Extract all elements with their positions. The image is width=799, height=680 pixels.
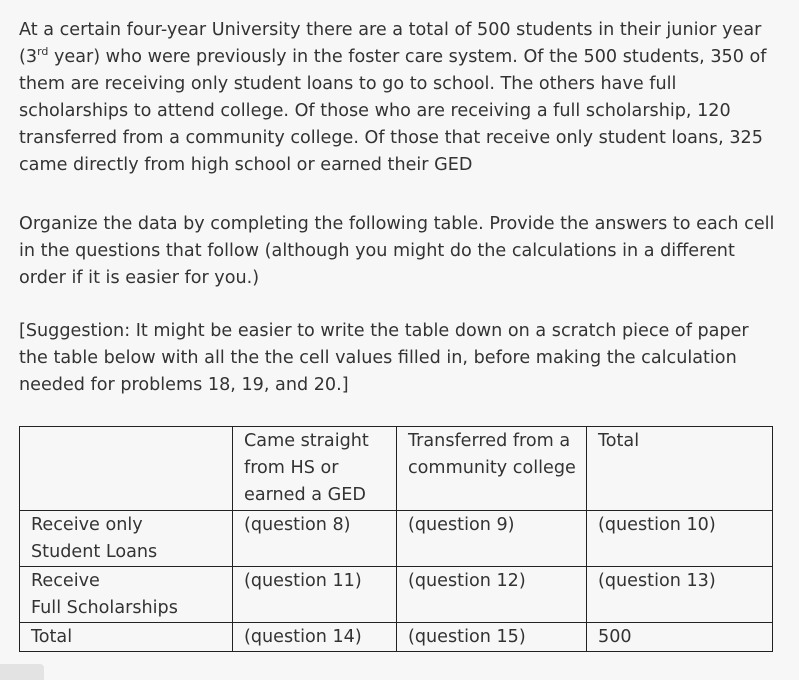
- cell-question-10: (question 10): [587, 511, 773, 567]
- header-transferred: [397, 427, 587, 511]
- row-label-loans: [20, 511, 233, 567]
- contingency-table: [19, 426, 773, 652]
- statement-line: [19, 44, 789, 71]
- cell-question-11: (question 11): [233, 567, 397, 623]
- row-label-total: [20, 623, 233, 652]
- cell-question-14: (question 14): [233, 623, 397, 652]
- cell-question-15: (question 15): [397, 623, 587, 652]
- ordinal-suffix: rd: [37, 45, 49, 58]
- header-total: [587, 427, 773, 511]
- row-label-text: Student Loans: [31, 542, 158, 562]
- suggestion-line: [Suggestion: It might be easier to write the table down on a scratch piece of paper: [19, 321, 749, 341]
- row-label-scholarships: [20, 567, 233, 623]
- header-text: Transferred from a: [408, 431, 571, 451]
- cell-question-8: (question 8): [233, 511, 397, 567]
- empty-corner-cell: [20, 427, 233, 511]
- cell-question-13: (question 13): [587, 567, 773, 623]
- suggestion: [19, 318, 789, 399]
- cell-grand-total: 500: [587, 623, 773, 652]
- instructions: [19, 211, 789, 292]
- statement-line: came directly from high school or earned their GED: [19, 155, 473, 175]
- statement-text: year) who were previously in the foster care system. Of the 500 students, 350 of: [48, 47, 767, 67]
- header-text: earned a GED: [244, 485, 366, 505]
- table-header-row: [20, 427, 773, 511]
- table-row: [20, 623, 773, 652]
- table-row: [20, 567, 773, 623]
- row-label-text: Full Scholarships: [31, 598, 178, 618]
- statement-text: (3: [19, 47, 38, 67]
- table-row: [20, 511, 773, 567]
- header-hs-ged: [233, 427, 397, 511]
- problem-statement: [19, 17, 789, 179]
- row-label-text: Total: [31, 627, 73, 647]
- statement-line: transferred from a community college. Of those that receive only student loans, 325: [19, 128, 763, 148]
- statement-line: them are receiving only student loans to go to school. The others have full: [19, 74, 677, 94]
- suggestion-line: needed for problems 18, 19, and 20.]: [19, 375, 349, 395]
- instructions-line: Organize the data by completing the following table. Provide the answers to each cell: [19, 214, 775, 234]
- header-text: from HS or: [244, 458, 339, 478]
- instructions-line: in the questions that follow (although you might do the calculations in a different: [19, 241, 735, 261]
- header-text: Came straight: [244, 431, 369, 451]
- clipped-edge-element: [0, 664, 44, 680]
- statement-line: At a certain four-year University there are a total of 500 students in their junior year: [19, 20, 762, 40]
- header-text: Total: [598, 431, 640, 451]
- cell-question-9: (question 9): [397, 511, 587, 567]
- suggestion-line: the table below with all the the cell values filled in, before making the calculation: [19, 348, 737, 368]
- instructions-line: order if it is easier for you.): [19, 268, 260, 288]
- statement-line: scholarships to attend college. Of those who are receiving a full scholarship, 120: [19, 101, 731, 121]
- row-label-text: Receive: [31, 571, 100, 591]
- row-label-text: Receive only: [31, 515, 143, 535]
- cell-question-12: (question 12): [397, 567, 587, 623]
- header-text: community college: [408, 458, 576, 478]
